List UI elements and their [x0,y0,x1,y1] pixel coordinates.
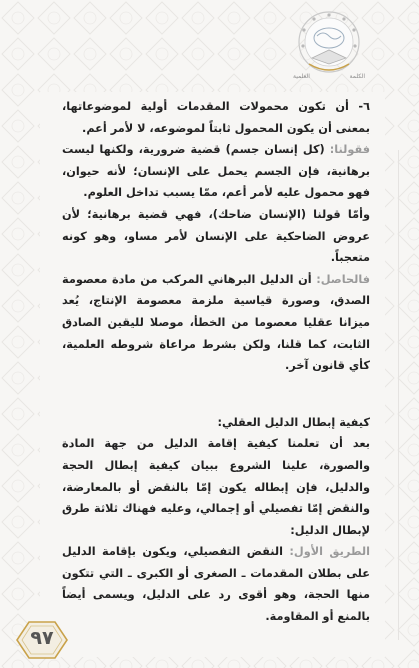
page-body [62,96,370,628]
page-number: ٩٧ [30,627,54,649]
paragraph-text: أن الدليل البرهاني المركب من مادة معصومة الصدق، وصورة قياسية ملزمة معصومة الإنتاج، يُعد ميزانا عقليا معصوما من الخطأ، موصلا لليقين الصادق الثابت، كما قلنا، ولكن بشرط مراعاة شروطه العلمية، كأي قانون آخر. [62,272,370,373]
lead-phrase: فقولنا: [329,143,370,157]
logo-caption-left: الكلمة [349,73,365,80]
paragraph-example-laughing: وأمّا قولنا (الإنسان ضاحك)، فهي قضية برهانية؛ لأن عروض الضاحكية على الإنسان لأمر مساو، وهو كونه متعجباً. [62,207,370,265]
paragraph-first-method [62,541,370,627]
paragraph-intro-refutation: بعد أن تعلمنا كيفية إقامة الدليل من جهة المادة والصورة، علينا الشروع ببيان كيفية إبطال الحجة والدليل، فإن إبطاله يكون إمّا بالنقض أو بالمعارضة، والنقض إمّا تفصيلي أو إجمالي، وعليه فهناك ثلاثة طرق لإبطال الدليل: [62,437,370,537]
paragraph-summary [62,269,370,377]
lead-phrase: فالحاصل: [316,272,370,286]
paragraph-text: النقض التفصيلي، ويكون بإقامة الدليل على بطلان المقدمات ـ الصغرى أو الكبرى ـ التي تتكون منها الحجة، وهو أقوى رد على الدليل، ويسمى أيضاً بالمنع أو المقاومة. [62,545,370,624]
section-gap [62,377,370,412]
section-heading: كيفية إبطال الدليل العقلي: [217,415,370,429]
paragraph-text: (كل إنسان جسم) قضية ضرورية، ولكنها ليست برهانية، فإن الجسم يحمل على الإنسان؛ لأنه حيوان، فهو محمول عليه لأمر أعم، ممّا يسبب تداخل العلوم. [62,143,370,200]
paragraph-example-body [62,139,370,204]
lead-phrase: الطريق الأول: [289,545,371,559]
page-number-badge [15,620,69,660]
right-margin-line [398,150,399,640]
logo-caption [293,73,365,80]
paragraph-condition-six: ٦- أن تكون محمولات المقدمات أولية لموضوعاتها، بمعنى أن يكون المحمول ثابتاً لموضوعه، لا لأمر أعم. [62,100,370,135]
logo-caption-right: العلمية [293,73,310,80]
